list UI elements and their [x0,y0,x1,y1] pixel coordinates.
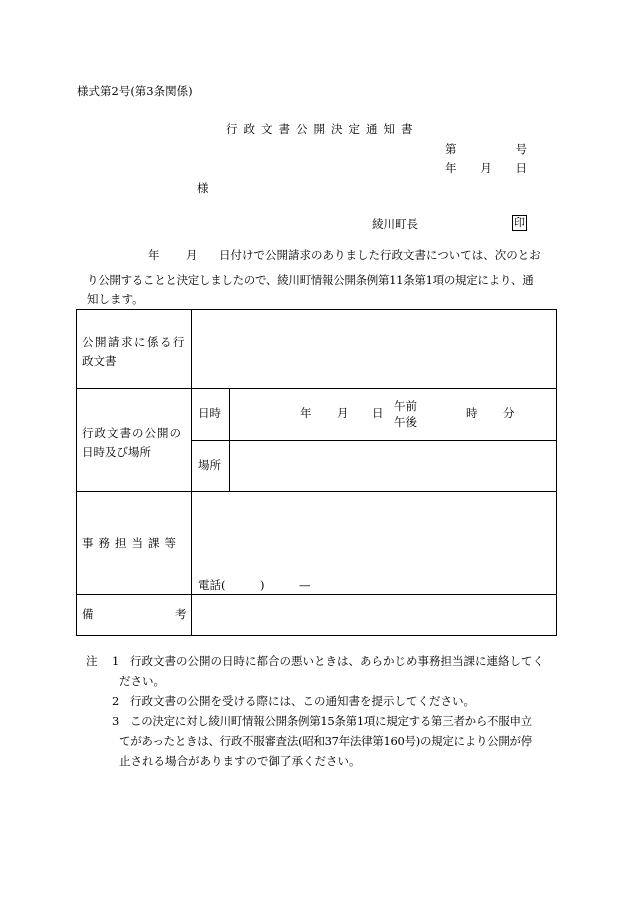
intro-line1: 日付けで公開請求のありました行政文書については、次のとお [219,248,541,262]
request-document-label [82,333,186,371]
issue-year: 年 [445,161,457,175]
datetime-place-label-line1: 行政文書の公開の [82,426,182,440]
intro-month: 月 [186,248,198,262]
note-2-line1: 行政文書の公開を受ける際には、この通知書を提示してください。 [130,694,475,708]
sublabel-divider [229,388,230,491]
table-row-divider-3 [76,594,557,595]
datetime-am: 午前 [394,399,417,413]
document-number [445,144,527,156]
document-title: 行政文書公開決定通知書 [226,122,419,136]
table-row-divider-2 [76,491,557,492]
notes-heading: 注 [86,654,98,668]
issuer-name: 綾川町長 [372,217,418,231]
note-2-number: 2 [112,694,120,708]
note-3-number: 3 [112,714,120,728]
intro-line3: 知します。 [87,292,144,306]
datetime-year: 年 [300,406,312,420]
remarks-label-2: 考 [175,607,187,621]
intro-line2: り公開することと決定しましたので、綾川町情報公開条例第11条第1項の規定により、通 [87,273,534,287]
datetime-month: 月 [337,406,349,420]
datetime-day: 日 [372,406,384,420]
intro-year: 年 [148,248,160,262]
number-label: 第 [445,142,457,156]
seal-mark: 印 [514,216,525,229]
datetime-hour: 時 [466,406,478,420]
remarks-label-1: 備 [82,607,94,621]
issue-date [445,163,527,175]
table-row-divider-1 [76,388,557,389]
place-label: 場所 [198,458,221,472]
addressee-suffix: 様 [197,181,209,195]
datetime-pm: 午後 [394,415,417,429]
issue-day: 日 [515,161,527,175]
note-1-line2: ださい。 [119,674,165,688]
office-label: 事務担当課等 [82,536,181,550]
number-suffix: 号 [515,142,527,156]
request-document-label-line2: 政文書 [82,354,117,368]
datetime-place-divider [191,440,557,441]
datetime-place-label [82,424,182,462]
table-column-divider [191,309,192,636]
phone-line: 電話( ) — [198,578,311,592]
note-3-line2: てがあったときは、行政不服審査法(昭和37年法律第160号)の規定により公開が停 [119,734,532,748]
request-document-label-line1: 公開請求に係る行 [82,335,186,349]
note-1-line1: 行政文書の公開の日時に都合の悪いときは、あらかじめ事務担当課に連絡してく [130,654,544,668]
issue-month: 月 [480,161,492,175]
note-3-line1: この決定に対し綾川町情報公開条例第15条第1項に規定する第三者から不服申立 [130,714,532,728]
note-1-number: 1 [112,654,120,668]
note-3-line3: 止される場合がありますので御了承ください。 [119,754,361,768]
datetime-label: 日時 [198,406,221,420]
datetime-minute: 分 [503,406,515,420]
form-number: 様式第2号(第3条関係) [77,84,193,98]
datetime-place-label-line2: 日時及び場所 [82,445,151,459]
